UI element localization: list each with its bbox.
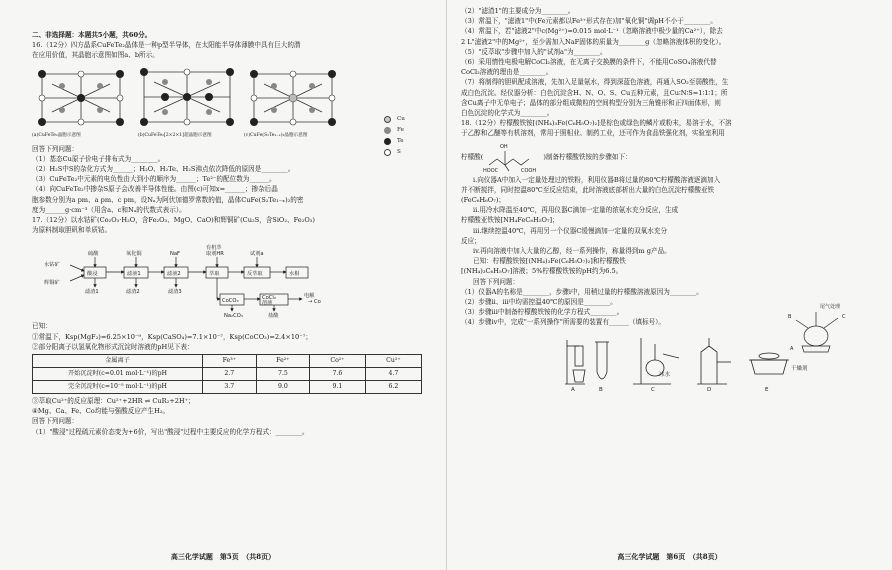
q17-part-4-line-1: （4）常温下，若"滤液2"中c(Mg²⁺)=0.015 mol·L⁻¹（忽略溶液中极少量的Ca²⁺），除去 [461,27,723,36]
q16-part-2: （2）H₂S中S的杂化方式为______；H₂O、H₂Te、H₂S沸点依次降低的原因是________。 [32,165,295,174]
q18-part-4: （4）步骤iv中，完成"一系列操作"所需要的装置有______（填标号）。 [461,318,666,327]
metal-ion-table [32,354,422,394]
step-iii-line-1: iii.继续控温40℃，再用另一个仪器C缓慢滴加一定量的双氧水充分 [473,226,668,235]
table-cell: 4.7 [365,368,421,381]
table-row [33,381,422,394]
option-a: A [571,386,575,392]
section-heading: 二、非选择题：本题共5小题，共60分。 [32,31,152,39]
crystal-a [32,64,130,142]
q17-stem-line-2: 为原料制取胆矾和单质钴。 [32,226,112,235]
q17-part-3: （3）常温下，"滤液1"中(Fe元素都以Fe³⁺形式存在)加"氧化铜"调pH不小于________。 [461,17,717,26]
q16-part-1: （1）基态Cu原子价电子排布式为________。 [32,154,165,163]
table-cell: 7.5 [256,368,310,381]
instrument-svg [551,332,811,392]
page-right [446,0,892,570]
flow-step-2: 滤液1 [127,271,141,278]
step-iv: iv.再向溶液中加入大量的乙醇，经一系列操作，称量得到m g产品。 [473,247,671,256]
atom-legend [384,114,405,158]
process-flowchart [40,237,370,319]
right-column [461,6,858,546]
table-cell: 9.0 [256,381,310,394]
step-ii-line-1: ii.用冷水降温至40℃，再用仪器C滴加一定量的浓氨水充分反应，生成 [473,206,679,215]
flow-residue-1: 滤渣1 [85,289,99,296]
crystal-c-image [244,64,342,130]
flow-step-8: CoCl₂ [262,295,276,302]
flow-input-1: 水钴矿 [44,262,60,269]
known-3: ③萃取Cu²⁺的反应原理：Cu²⁺+2HR ⇌ CuR₂+2H⁺； [32,397,195,406]
table-cell: 9.1 [310,381,366,394]
q16-part-3: （3）CuFeTe₂中元素的电负性由大到小的顺序为______；Te²⁻的配位数为______。 [32,175,276,184]
crystal-a-image [32,64,130,130]
label-desiccant: 干燥剂 [791,365,808,372]
apparatus-label-a: A [790,346,794,352]
flow-electrolysis: 电解 [304,293,315,300]
q17-part-7-line-2: 成白色沉淀。经仪器分析：白色沉淀含H、N、O、S、Cu五种元素，且Cu∶N∶S=1∶1∶1；所 [461,88,728,97]
flow-step-5: 反萃取 [247,271,263,278]
flow-step-3: 滤液2 [167,271,181,278]
q17-part-6-line-1: （6）采用惰性电极电解CoCl₂溶液，在无离子交换膜的条件下，不能用CoSO₄溶液代替 [461,58,717,67]
table-header-cell: 金属离子 [33,355,203,368]
known-4: ④Mg、Ca、Fe、Co均能与强酸反应产生H₂。 [32,407,170,416]
table-header-cell: Co²⁺ [310,355,366,368]
flow-additive: Na₂CO₃ [224,313,243,320]
q18-part-1: （1）仪器A的名称是________，步骤i中，用稍过量的柠檬酸溶液原因为________。 [461,287,703,296]
legend-cu: Cu [384,114,405,125]
flow-product: → Co [308,299,321,306]
table-cell: 完全沉淀时(c=10⁻⁵ mol·L⁻¹)的pH [33,381,203,394]
table-header-cell: Fe²⁺ [256,355,310,368]
step-ii-line-2: 柠檬酸亚铁铵[NH₄FeC₆H₅O₇]； [461,216,559,225]
q17-part-7-line-4: 白色沉淀的化学式为________。 [461,109,554,118]
flow-reagent-5: 试剂a [250,251,264,258]
q18-stem-line-2: 于乙醇和乙醚等有机溶剂，常用于照相业、制药工业，还可作为食品铁强化剂，实验室利用 [461,129,725,138]
q18-part-2: （2）步骤ii、iii中均需控温40℃的原因是________。 [461,298,617,307]
crystal-b-image [138,64,236,130]
table-cell: 7.6 [310,368,366,381]
flow-reagent-4b: 取剂HR [206,251,224,258]
flow-residue-2: 滤渣2 [126,289,140,296]
known-label: 已知： [32,322,52,331]
option-e: E [765,386,769,392]
q17-stem-line-1: 17.（12分）以水钴矿(Co₂O₃·H₂O，含Fe₂O₃、MgO、CaO)和辉铜矿(Cu₂S，含SiO₂、Fe₂O₃) [32,216,315,225]
q16-stem-line-2: 在应用价值，其晶胞示意图如图a、b所示。 [32,51,159,60]
apparatus-label-c: C [842,314,846,320]
q16-stem-line-1: 16.（12分）四方晶系CuFeTe₂晶体是一种p型半导体，在太阳能半导体薄膜中具有巨大的潜 [32,41,301,50]
table-cell: 6.2 [365,381,421,394]
apparatus-label-b: B [788,314,792,320]
flow-step-4: 萃取 [209,271,220,278]
table-cell: 3.7 [203,381,257,394]
crystal-a-caption: (a)CuFeTe₂晶胞示意图 [32,132,81,138]
apparatus-svg [786,302,856,354]
q17-part-1: （1）"酸浸"过程硫元素价态变为+6价，写出"酸浸"过程中主要反应的化学方程式：________。 [32,427,309,436]
option-d: D [707,386,712,392]
q17-part-4-line-2: 2 L"滤液2"中的Mg²⁺，至少需加入NaF固体的质量为________g（忽略溶液体积的变化）。 [461,37,726,46]
q16-part-4-line-1: （4）向CuFeTe₂中掺杂S原子会改善半导体性能。由图(c)可知x=______；掺杂后晶 [32,185,278,194]
flow-step-8b: 溶液 [262,300,273,307]
q16-part-4-line-2: 胞参数分别为a pm、a pm、c pm，设Nₐ为阿伏加德罗常数的值，晶体CuFe(S₂Te₁₋ₓ)₂的密 [32,195,304,204]
instrument-options [551,332,811,392]
legend-te: Te [384,136,405,147]
citric-label: 柠檬酸( [461,152,484,161]
table-header-cell: Fe³⁺ [203,355,257,368]
table-header-row [33,355,422,368]
reaction-apparatus [786,302,856,354]
citric-cooh-2: COOH [521,167,537,174]
table-row [33,368,422,381]
q18-stem-line-1: 18.（12分）柠檬酸铁铵[(NH₄)₃Fe(C₆H₅O₇)₂]是棕色或绿色的鳞片或粉末，易溶于水，不溶 [461,119,732,128]
step-i-line-1: i.向仪器A中加入一定量处理过的铁粉，利用仪器B将过量的80℃柠檬酸溶液逐滴加入 [473,175,721,184]
page-footer-right: 高三化学试题 第6页 （共8页） [617,552,722,561]
q16-answer-prompt: 回答下列问题： [32,144,79,153]
step-i-line-2: 并不断搅拌，同时控温80℃至反应结束，此时溶液底部析出大量的白色沉淀柠檬酸亚铁 [461,185,715,194]
flowchart-svg [40,237,370,319]
q17-part-2: （2）"滤渣1"的主要成分为________。 [461,7,575,15]
step-iii-line-2: 反应； [461,236,481,245]
answer-prompt: 回答下列问题： [32,417,79,426]
page-footer-left: 高三化学试题 第5页 （共8页） [170,552,276,561]
flow-input-2: 辉铜矿 [44,280,60,287]
left-column [32,30,424,546]
table-cell: 开始沉淀时(c=0.01 mol·L⁻¹)的pH [33,368,203,381]
crystal-c [244,64,342,142]
legend-fe: Fe [384,125,405,136]
q16-part-4-line-3: 度为______g·cm⁻³（用含a、c和Nₐ的代数式表示）。 [32,205,186,214]
legend-s: S [384,147,405,158]
known-2: ②部分阳离子以氢氧化物形式沉淀时溶液的pH见下表： [32,342,194,351]
known-line-1: 已知：柠檬酸铁铵[(NH₄)₃Fe(C₆H₅O₇)₂]和柠檬酸铁 [473,257,626,266]
flow-step-7: CoCO₃ [222,298,239,305]
apparatus-label-exhaust: 尾气处理 [820,304,841,310]
citric-oh: OH [500,143,509,150]
crystal-b-caption: (b)CuFeTe₂[2×2×1]超晶胞示意图 [138,132,212,138]
step-i-line-3: (FeC₆H₆O₇)； [461,196,505,205]
q17-part-7-line-3: 含Cu离子中无单电子；晶体的部分组成微粒的空间构型分别为三角锥形和正四面体形，则 [461,98,721,107]
option-c: C [651,386,655,392]
q17-part-5: （5）"反萃取"步骤中加入的"试剂a"为________。 [461,47,607,56]
table-cell: 2.7 [203,368,257,381]
flow-step-6: 水相 [289,271,300,278]
flow-acid: 盐酸 [268,313,279,320]
crystal-c-caption: (c)CuFe(S₂Te₁₋ₓ)₂晶胞示意图 [244,132,308,138]
citric-acid-row [461,139,858,175]
q18-part-3: （3）步骤iii中制备柠檬酸铁铵的化学方程式________。 [461,308,624,317]
crystal-b [138,64,236,142]
label-water-bath: 冰水 [659,371,671,378]
citric-cooh-1: HOOC [483,167,499,174]
flow-reagent-2: 氧化铜 [126,251,142,258]
known-1: ①常温下，Ksp(MgF₂)=6.25×10⁻⁹，Ksp(CaSO₄)=7.1×10⁻⁷，Ksp(CoCO₃)=2.4×10⁻⁷； [32,332,312,341]
option-b: B [599,386,603,392]
flow-reagent-1: 硫酸 [88,251,99,258]
q17-part-7-line-1: （7）将制得的胆矾配成溶液，先加入足量氨水，得到深蓝色溶液，再通入SO₂至弱酸性，生 [461,78,729,87]
q17-part-6-line-2: CoCl₂溶液的理由是________。 [461,68,553,77]
citric-acid-structure [483,139,543,175]
answer-prompt-right: 回答下列问题： [473,277,520,286]
citric-suffix: )制备柠檬酸铁铵的步骤如下： [543,152,632,161]
flow-reagent-3: NaF [170,251,181,258]
known-line-2: [(NH₄)₃C₆H₅O₇]溶液；5%柠檬酸铁铵的pH约为6.5。 [461,267,623,276]
crystal-structures [32,64,342,142]
table-header-cell: Cu²⁺ [365,355,421,368]
flow-step-1: 酸浸 [87,271,98,278]
flow-residue-3: 滤渣3 [168,289,182,296]
flow-reagent-4a: 有机萃 [206,245,222,252]
